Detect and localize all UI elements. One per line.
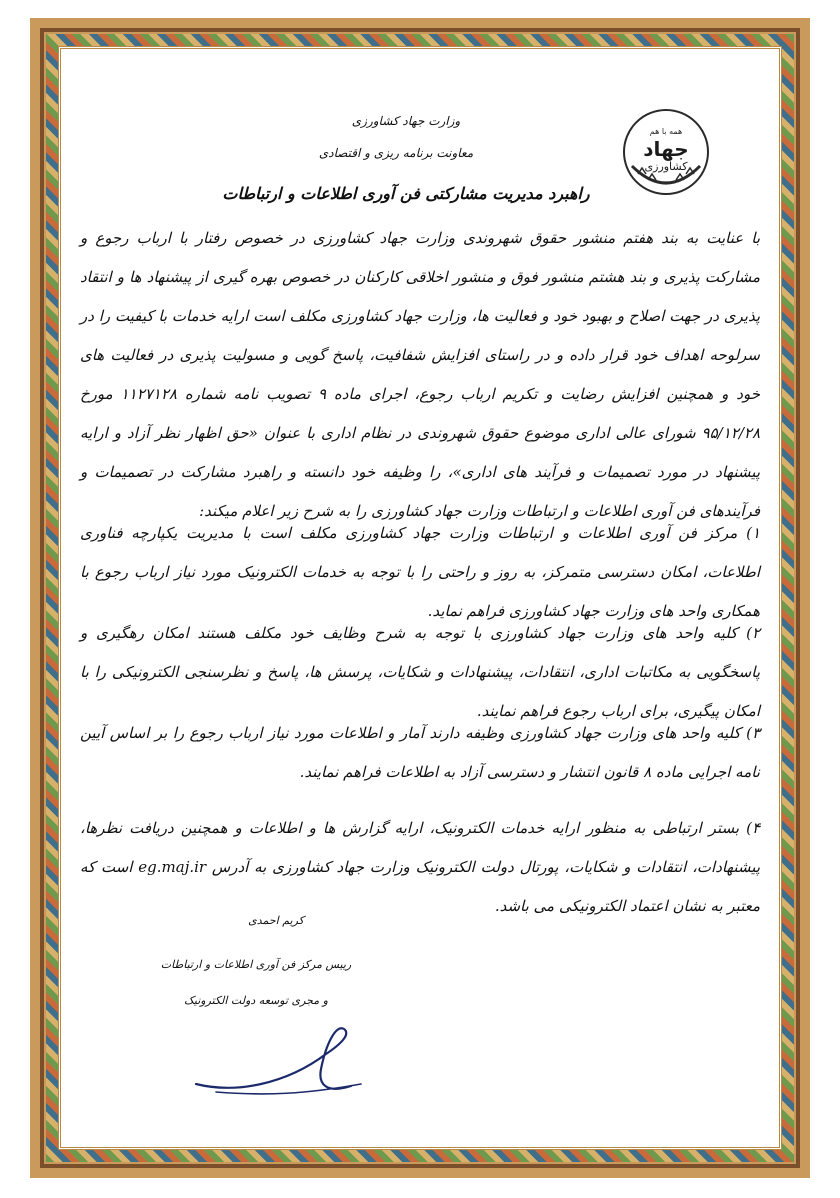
logo-top-text: همه با هم	[649, 127, 683, 136]
signature-block	[66, 904, 774, 1104]
ministry-name: وزارت جهاد کشاورزی	[351, 114, 461, 128]
document-title: راهبرد مدیریت مشارکتی فن آوری اطلاعات و ارتباطات	[222, 184, 590, 203]
intro-paragraph: با عنایت به بند هفتم منشور حقوق شهروندی وزارت جهاد کشاورزی در خصوص رفتار با ارباب رجوع و مشارکت پذیری و بند هشتم منشور فوق و منشور اخلاقی کارکنان در خصوص بهره گیری از پیشنهاد ها و انتقاد پذیری در جهت اصلاح و بهبود خود و فعالیت ها، وزارت جهاد کشاورزی مکلف است ارایه خدمات با کیفیت را در سرلوحه اهداف خود قرار داده و در راستای افزایش شفافیت، پاسخ گویی و مسولیت پذیری در فعالیت های خود و همچنین افزایش رضایت و تکریم ارباب رجوع، اجرای ماده ۹ تصویب نامه شماره ۱۱۲۷۱۲۸ مورخ ۹۵/۱۲/۲۸ شورای عالی اداری موضوع حقوق شهروندی در نظام اداری با عنوان «حق اظهار نظر آزاد و ارایه پیشنهاد در مورد تصمیمات و فرآیند های اداری»، را وظیفه خود دانسته و راهبرد مشارکت در تصمیمات و فرآیندهای فن آوری اطلاعات و ارتباطات وزارت جهاد کشاورزی را به شرح زیر اعلام میکند:	[80, 229, 760, 520]
logo-main-text: جهاد	[643, 137, 689, 161]
deputy-name: معاونت برنامه ریزی و اقتصادی	[318, 146, 474, 160]
signer-name: کریم احمدی	[248, 914, 304, 927]
item-1: ۱) مرکز فن آوری اطلاعات و ارتباطات وزارت جهاد کشاورزی مکلف است با مدیریت یکپارچه فناوری اطلاعات، امکان دسترسی متمرکز، به روز و راحتی را با توجه به خدمات الکترونیک مورد نیاز ارباب رجوع با همکاری واحد های وزارت جهاد کشاورزی فراهم نماید.	[80, 524, 760, 620]
signer-title: رییس مرکز فن آوری اطلاعات و ارتباطات	[160, 958, 352, 971]
item-4: ۴) بستر ارتباطی به منظور ارایه خدمات الکترونیک، ارایه گزارش ها و اطلاعات و همچنین دریافت نظرها، پیشنهادات، انتقادات و شکایات، پورتال دولت الکترونیک وزارت جهاد کشاورزی به آدرس eg.maj.ir است که معتبر به نشان اعتماد الکترونیکی می باشد.	[80, 819, 760, 915]
signer-title-secondary: و مجری توسعه دولت الکترونیک	[184, 994, 328, 1007]
item-2: ۲) کلیه واحد های وزارت جهاد کشاورزی با توجه به شرح وظایف خود مکلف هستند امکان رهگیری و پاسخگویی به مکاتبات اداری، انتقادات، پیشنهادات و شکایات، پرسش ها، پاسخ و نظرسنجی الکترونیکی را با امکان پیگیری، برای ارباب رجوع فراهم نمایند.	[80, 624, 760, 720]
logo-sub-text: کشاورزی	[644, 160, 688, 173]
handwritten-signature	[176, 1014, 376, 1104]
item-3: ۳) کلیه واحد های وزارت جهاد کشاورزی وظیفه دارند آمار و اطلاعات مورد نیاز ارباب رجوع را بر اساس آیین نامه اجرایی ماده ۸ قانون انتشار و دسترسی آزاد به اطلاعات فراهم نمایند.	[80, 724, 760, 781]
document-content	[66, 54, 774, 1142]
